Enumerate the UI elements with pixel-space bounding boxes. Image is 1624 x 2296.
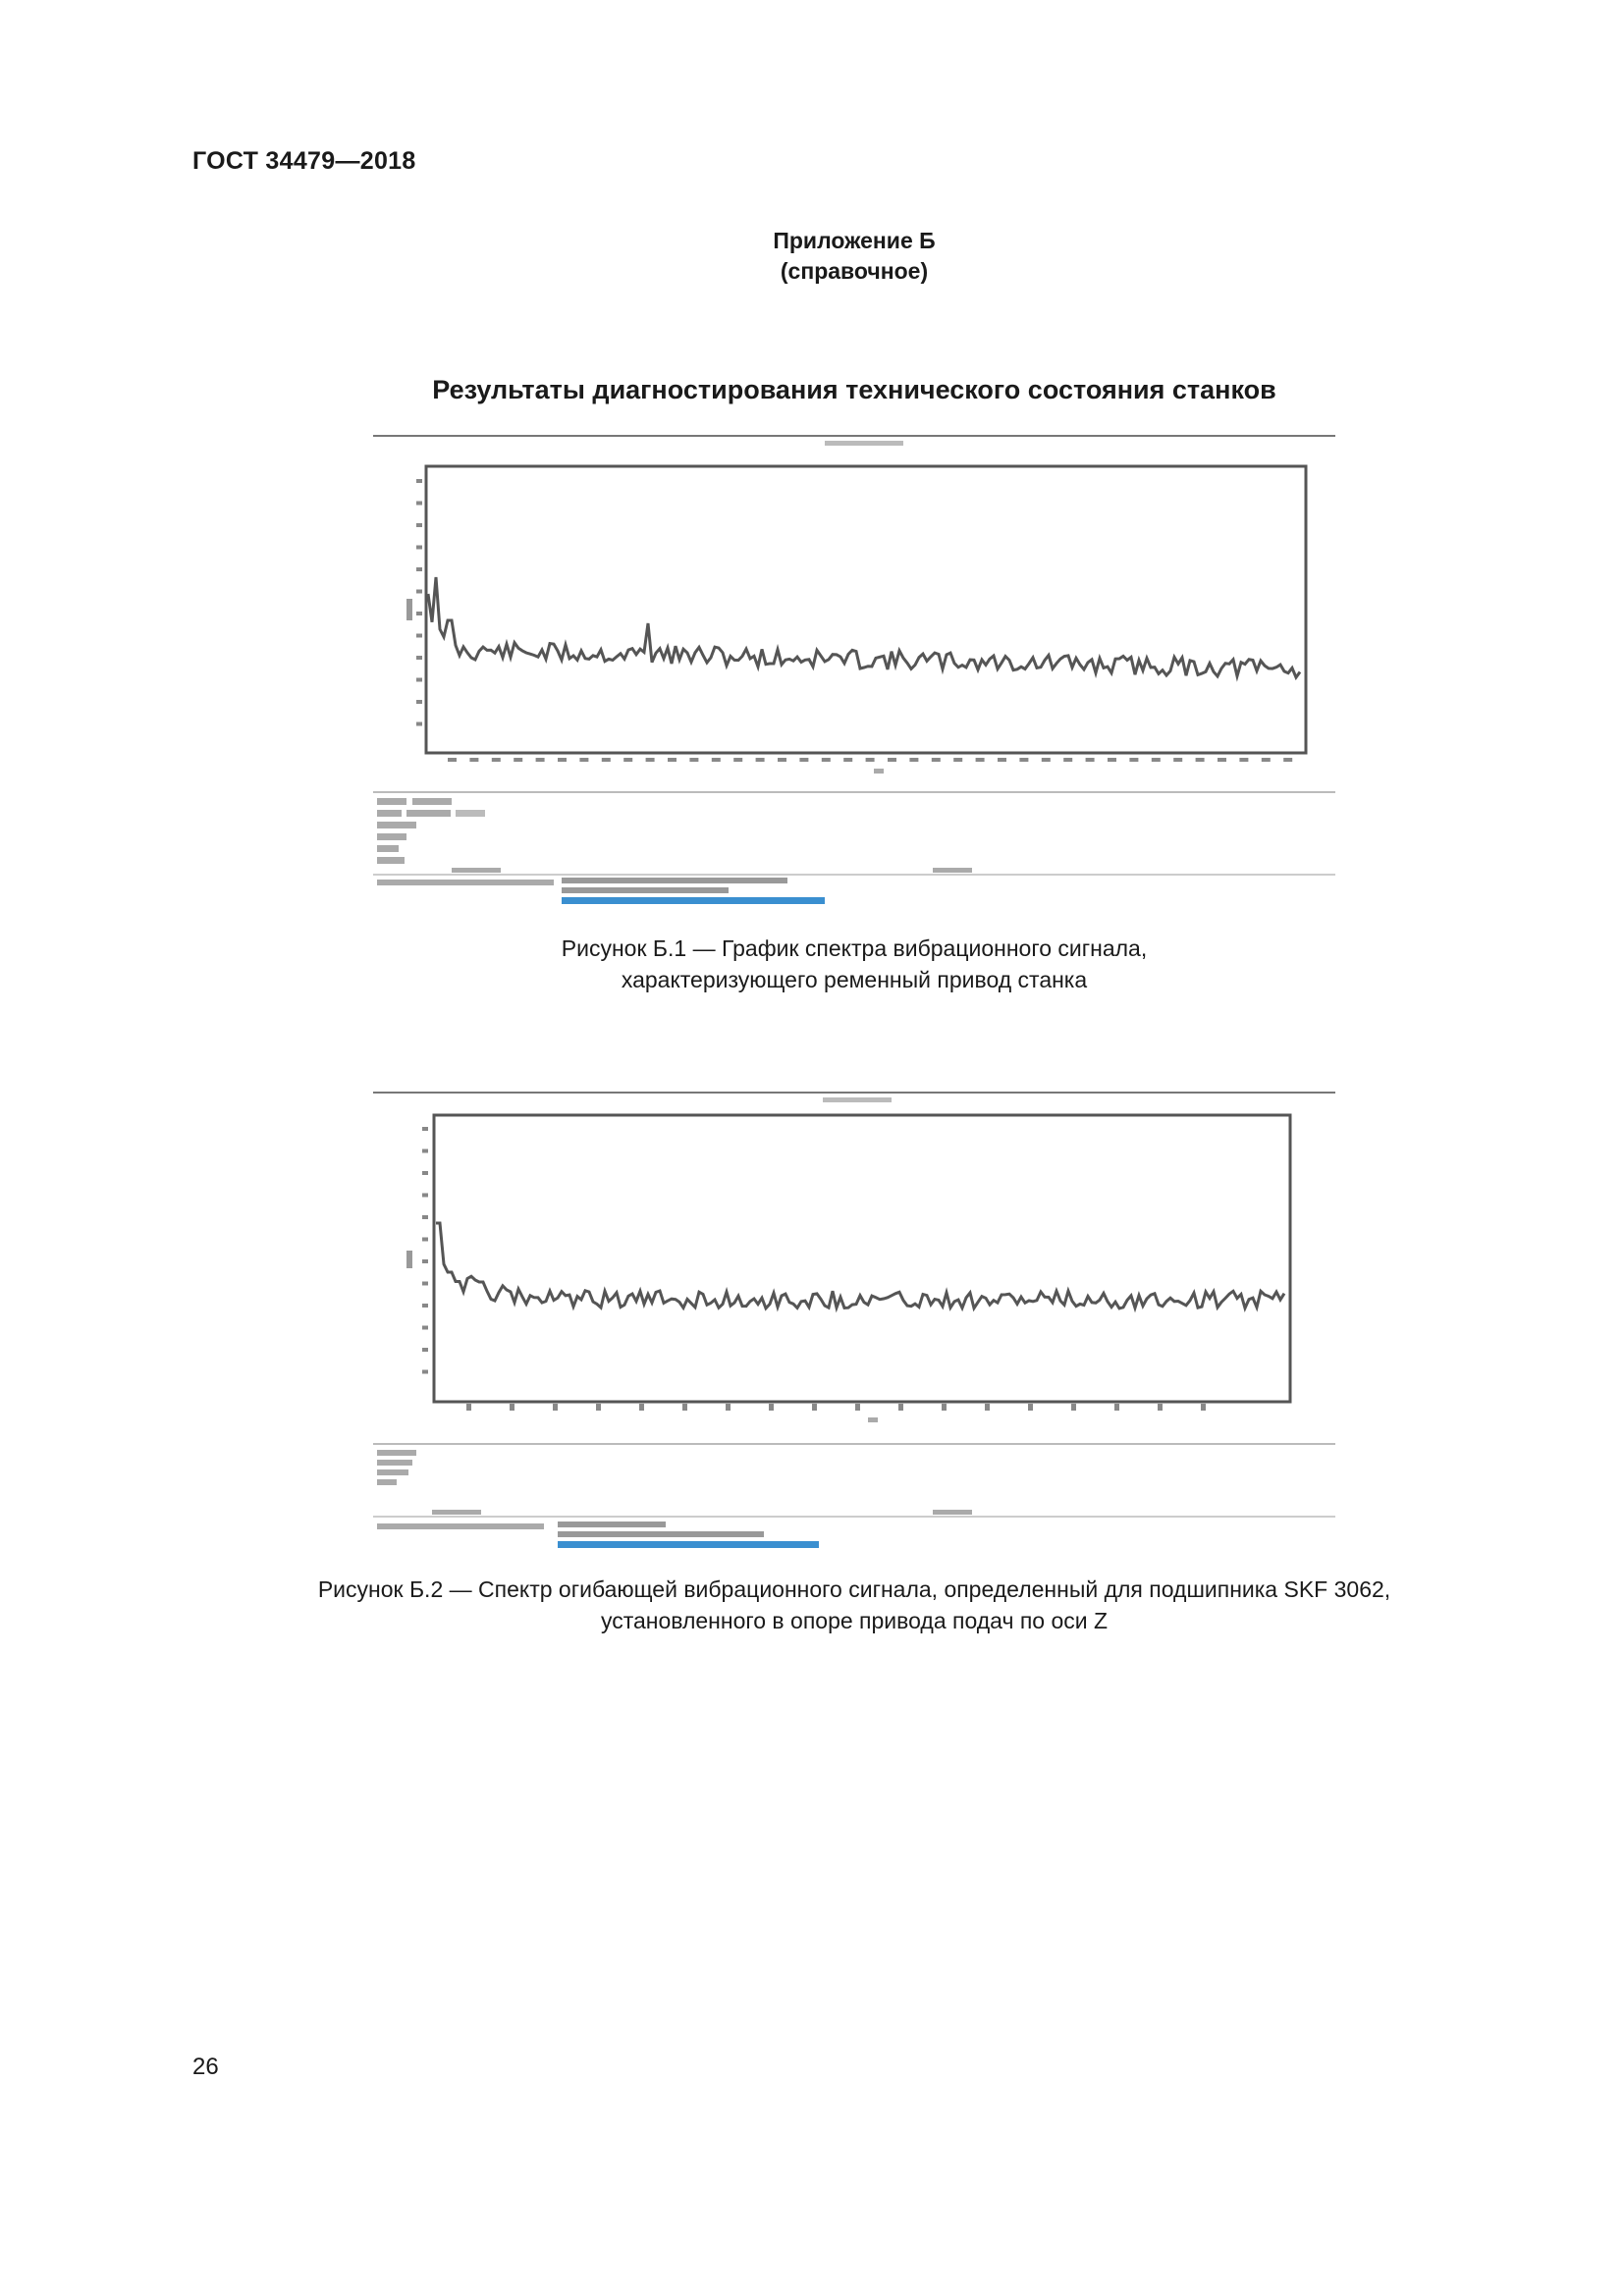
figure-2-y-tick-mark — [422, 1282, 428, 1286]
figure-2-x-tick-mark — [510, 1404, 514, 1411]
figure-1-x-tick-mark — [866, 758, 875, 762]
figure-2-caption-line-1: Рисунок Б.2 — Спектр огибающей вибрационного сигнала, определенный для подшипника SKF 3062, — [317, 1576, 1391, 1602]
figure-1-x-tick-mark — [579, 758, 588, 762]
page-number: 26 — [192, 2054, 219, 2080]
figure-2-y-tick-mark — [422, 1194, 428, 1198]
figure-1-x-tick-mark — [1129, 758, 1138, 762]
figure-2-legend-block — [377, 1450, 416, 1485]
figure-1-x-tick-mark — [733, 758, 742, 762]
figure-2-envelope-spectrum-line — [436, 1223, 1284, 1308]
figure-1-x-tick-mark — [536, 758, 545, 762]
figure-2-y-tick-mark — [422, 1304, 428, 1308]
figure-2-table-header-left — [432, 1510, 481, 1515]
figure-1-x-tick-mark — [843, 758, 852, 762]
figure-1-caption-line-2: характеризующего ременный привод станка — [621, 967, 1088, 992]
figure-1-ylabel-block — [406, 599, 412, 620]
figure-1-x-tick-mark — [756, 758, 765, 762]
figure-1-y-tick-mark — [416, 479, 422, 483]
figure-1-y-tick-mark — [416, 678, 422, 682]
figure-1-x-tick-mark — [469, 758, 478, 762]
figure-1-spectrum-line — [428, 577, 1300, 677]
figure-1-x-tick-mark — [1283, 758, 1292, 762]
figure-1-x-tick-mark — [1262, 758, 1271, 762]
section-title: Результаты диагностирования технического состояния станков — [432, 375, 1276, 404]
figure-2-y-ticks — [422, 1127, 428, 1374]
figure-1-x-tick-mark — [623, 758, 632, 762]
figure-1-x-tick-mark — [1108, 758, 1116, 762]
figure-1-y-tick-mark — [416, 634, 422, 638]
figure-1-x-tick-mark — [1042, 758, 1051, 762]
figure-2-y-tick-mark — [422, 1259, 428, 1263]
figure-1-table-row-label — [377, 880, 554, 885]
figure-1-xlabel-block — [874, 769, 884, 774]
appendix-subtitle: (справочное) — [780, 258, 929, 284]
figure-2-top-rule — [373, 1092, 1335, 1094]
figure-1-y-ticks — [416, 479, 422, 726]
figure-1-caption — [0, 933, 1624, 995]
figure-2-y-tick-mark — [422, 1238, 428, 1242]
figure-1-x-tick-mark — [602, 758, 611, 762]
figure-1-x-tick-mark — [888, 758, 896, 762]
figure-2-x-tick-mark — [682, 1404, 687, 1411]
appendix-heading — [0, 226, 1624, 287]
figure-1-table-row-2 — [562, 887, 729, 893]
figure-2-x-tick-mark — [1028, 1404, 1033, 1411]
figure-1-x-tick-mark — [712, 758, 721, 762]
figure-1-x-tick-mark — [998, 758, 1006, 762]
figure-1-y-tick-mark — [416, 590, 422, 594]
figure-1-x-tick-mark — [932, 758, 941, 762]
figure-2-x-tick-mark — [1201, 1404, 1206, 1411]
figure-1-screenshot — [373, 432, 1335, 913]
figure-1-table-row-1 — [562, 878, 787, 883]
figure-2-y-tick-mark — [422, 1215, 428, 1219]
figure-1-y-tick-mark — [416, 656, 422, 660]
figure-2-x-tick-mark — [1158, 1404, 1163, 1411]
figure-1-x-tick-mark — [646, 758, 655, 762]
figure-2-x-tick-mark — [942, 1404, 947, 1411]
figure-2-x-tick-mark — [812, 1404, 817, 1411]
figure-1-x-tick-mark — [558, 758, 567, 762]
figure-2-x-ticks — [466, 1404, 1206, 1411]
figure-1-plot-frame — [426, 466, 1306, 753]
figure-1-x-tick-mark — [909, 758, 918, 762]
figure-1-title-block — [825, 441, 903, 446]
figure-1-x-tick-mark — [689, 758, 698, 762]
figure-2-caption — [0, 1574, 1624, 1636]
figure-2-ylabel-block — [406, 1251, 412, 1268]
figure-1-x-tick-mark — [1173, 758, 1182, 762]
figure-2-table-row-1 — [558, 1522, 666, 1527]
document-header: ГОСТ 34479—2018 — [192, 147, 416, 175]
figure-1-x-tick-mark — [976, 758, 985, 762]
figure-2-xlabel-block — [868, 1417, 878, 1422]
figure-2-y-tick-mark — [422, 1171, 428, 1175]
figure-1-table-header-right — [933, 868, 972, 873]
figure-1-x-tick-mark — [822, 758, 831, 762]
figure-2-y-tick-mark — [422, 1326, 428, 1330]
figure-1-x-tick-mark — [448, 758, 457, 762]
figure-1-x-tick-mark — [1152, 758, 1161, 762]
figure-1-x-ticks — [448, 758, 1292, 762]
figure-2-x-tick-mark — [1071, 1404, 1076, 1411]
appendix-title: Приложение Б — [773, 228, 936, 253]
figure-1-y-tick-mark — [416, 722, 422, 726]
figure-2-x-tick-mark — [639, 1404, 644, 1411]
figure-1-x-tick-mark — [492, 758, 501, 762]
figure-2-table-row-2 — [558, 1531, 764, 1537]
figure-2-y-tick-mark — [422, 1149, 428, 1153]
figure-2-y-tick-mark — [422, 1348, 428, 1352]
figure-1-x-tick-mark — [1063, 758, 1072, 762]
figure-2-x-tick-mark — [553, 1404, 558, 1411]
figure-2-x-tick-mark — [1114, 1404, 1119, 1411]
figure-2-y-tick-mark — [422, 1370, 428, 1374]
figure-1-table-rule — [373, 874, 1335, 876]
figure-2-x-tick-mark — [769, 1404, 774, 1411]
figure-1-x-tick-mark — [514, 758, 522, 762]
figure-1-y-tick-mark — [416, 546, 422, 550]
figure-2-x-tick-mark — [596, 1404, 601, 1411]
figure-1-x-tick-mark — [953, 758, 962, 762]
figure-1-legend-rule — [373, 791, 1335, 793]
figure-2-x-tick-mark — [855, 1404, 860, 1411]
figure-1-y-tick-mark — [416, 612, 422, 615]
figure-1-top-rule — [373, 435, 1335, 437]
figure-2-x-tick-mark — [726, 1404, 731, 1411]
figure-2-y-tick-mark — [422, 1127, 428, 1131]
figure-2-plot-frame — [434, 1115, 1290, 1402]
figure-2-table-rule — [373, 1516, 1335, 1518]
figure-1-table-row-highlight — [562, 897, 825, 904]
figure-2-table-row-highlight — [558, 1541, 819, 1548]
figure-2-screenshot — [373, 1086, 1335, 1567]
figure-2-x-tick-mark — [898, 1404, 903, 1411]
figure-1-table-header-left — [452, 868, 501, 873]
figure-2-legend-rule — [373, 1443, 1335, 1445]
figure-1-y-tick-mark — [416, 700, 422, 704]
figure-2-title-block — [823, 1097, 892, 1102]
figure-1-caption-line-1: Рисунок Б.1 — График спектра вибрационного сигнала, — [561, 935, 1148, 961]
figure-1-x-tick-mark — [1019, 758, 1028, 762]
figure-1-x-tick-mark — [799, 758, 808, 762]
figure-2-table-header-right — [933, 1510, 972, 1515]
figure-1-x-tick-mark — [1196, 758, 1205, 762]
figure-1-x-tick-mark — [1086, 758, 1095, 762]
figure-2-x-tick-mark — [985, 1404, 990, 1411]
figure-2-x-tick-mark — [466, 1404, 471, 1411]
figure-1-x-tick-mark — [1218, 758, 1226, 762]
figure-1-y-tick-mark — [416, 523, 422, 527]
figure-1-x-tick-mark — [668, 758, 677, 762]
figure-2-caption-line-2: установленного в опоре привода подач по оси Z — [600, 1608, 1109, 1633]
figure-2-table-row-label — [377, 1523, 544, 1529]
figure-1-x-tick-mark — [778, 758, 786, 762]
figure-1-y-tick-mark — [416, 567, 422, 571]
figure-1-x-tick-mark — [1239, 758, 1248, 762]
figure-1-y-tick-mark — [416, 502, 422, 506]
figure-1-legend-block — [377, 798, 485, 864]
